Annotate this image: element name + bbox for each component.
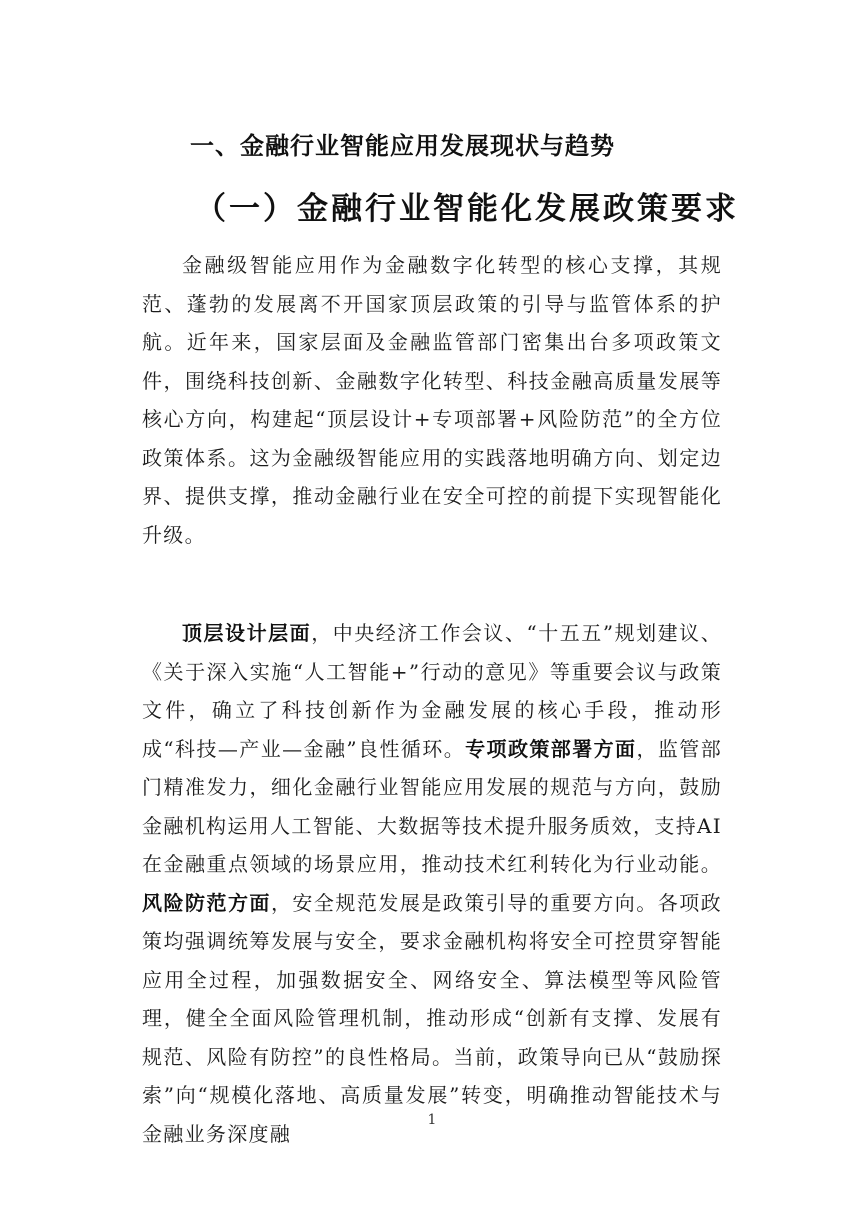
section-heading: 一、金融行业智能应用发展现状与趋势 — [190, 132, 615, 160]
paragraph-policy-details — [142, 614, 722, 1153]
bold-lead-special-policy: 专项政策部署方面 — [465, 736, 637, 761]
paragraph-text-top-level-design: ，中央经济工作会议、“十五五”规划建议、《关于深入实施“人工智能+”行动的意见》等重要会议与政策文件，确立了科技创新作为金融发展的核心手段，推动形成“科技—产业—金融”良性循环。 — [142, 621, 722, 761]
page-number: 1 — [427, 1112, 437, 1128]
paragraph-intro: 金融级智能应用作为金融数字化转型的核心支撑，其规范、蓬勃的发展离不开国家顶层政策的引导与监管体系的护航。近年来，国家层面及金融监管部门密集出台多项政策文件，围绕科技创新、金融数字化转型、科技金融高质量发展等核心方向，构建起“顶层设计+专项部署+风险防范”的全方位政策体系。这为金融级智能应用的实践落地明确方向、划定边界、提供支撑，推动金融行业在安全可控的前提下实现智能化升级。 — [142, 253, 722, 547]
bold-lead-risk-prevention: 风险防范方面 — [142, 890, 271, 915]
paragraph-text-special-policy: ，监管部门精准发力，细化金融行业智能应用发展的规范与方向，鼓励金融机构运用人工智能、大数据等技术提升服务质效，支持AI在金融重点领域的场景应用，推动技术红利转化为行业动能。 — [142, 736, 723, 876]
bold-lead-top-level-design: 顶层设计层面 — [182, 621, 312, 645]
paragraph-text-risk-prevention: ，安全规范发展是政策引导的重要方向。各项政策均强调统筹发展与安全，要求金融机构将安全可控贯穿智能应用全过程，加强数据安全、网络安全、算法模型等风险管理，健全全面风险管理机制，推动形成“创新有支撑、发展有规范、风险有防控”的良性格局。当前，政策导向已从“鼓励探索”向“规模化落地、高质量发展”转变，明确推动智能技术与金融业务深度融 — [142, 890, 722, 1146]
subsection-heading: （一）金融行业智能化发展政策要求 — [195, 191, 739, 227]
